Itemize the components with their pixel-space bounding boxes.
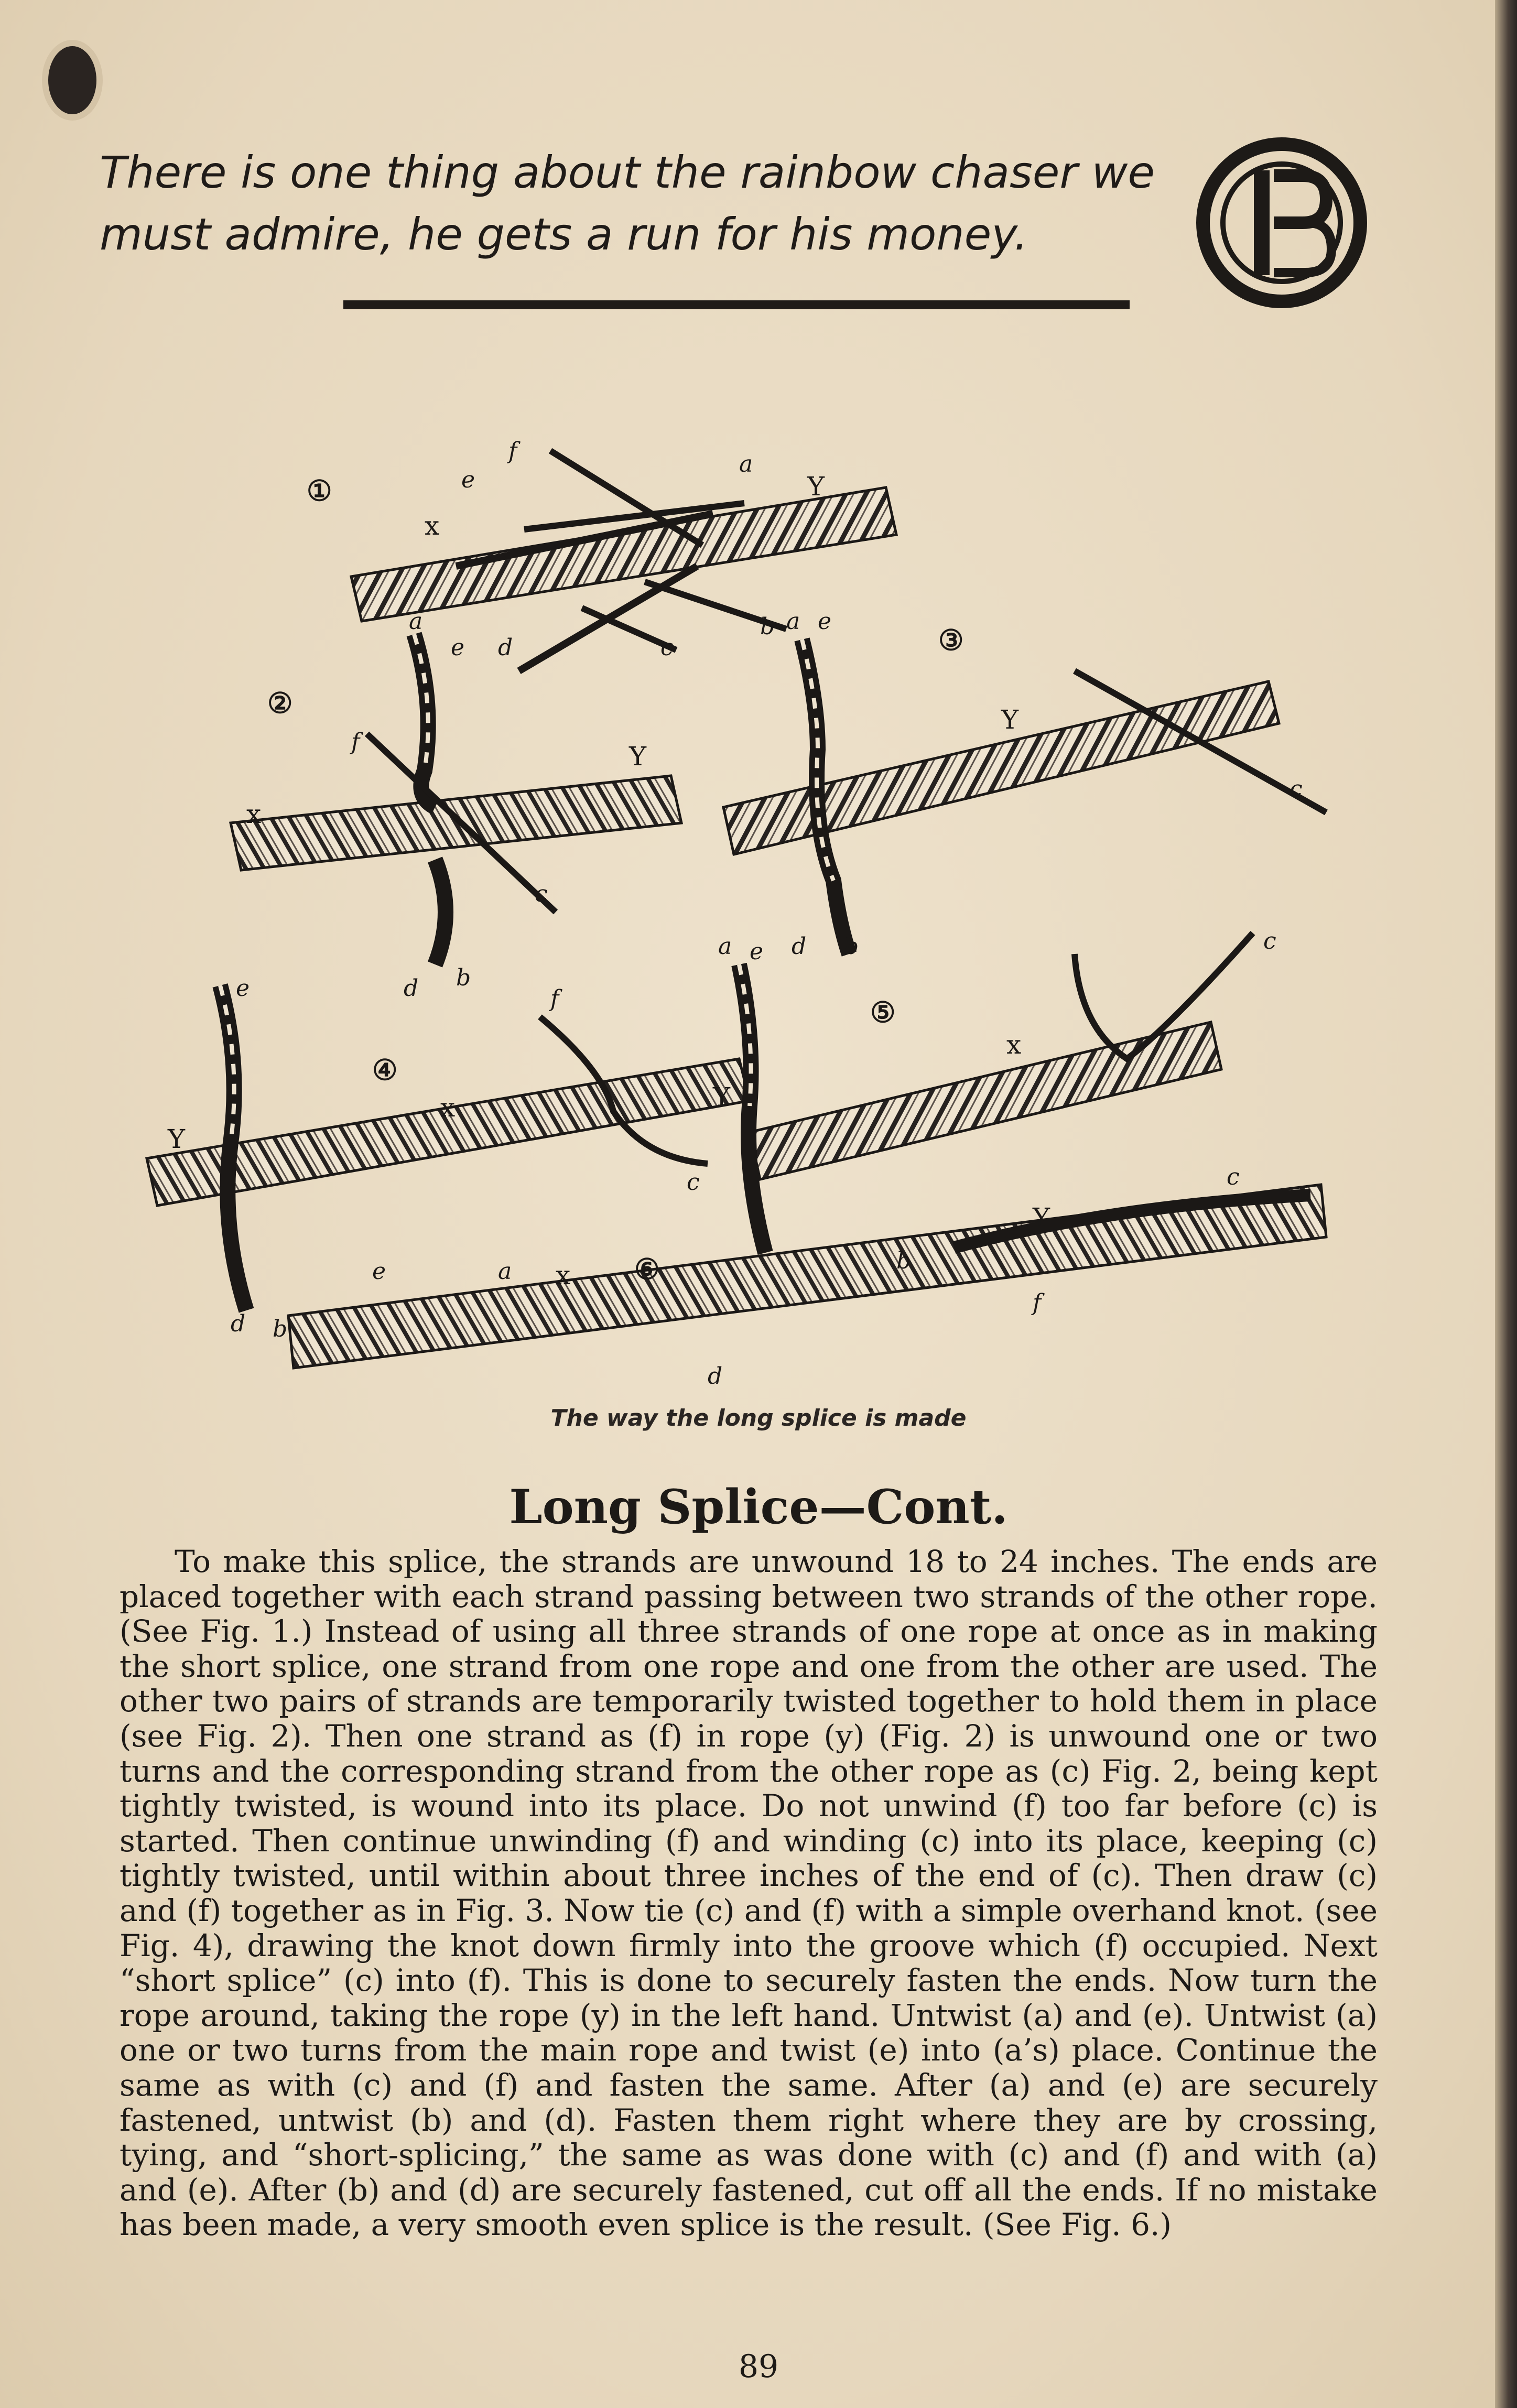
svg-text:Y: Y [1033,1202,1050,1233]
svg-text:x: x [1006,1029,1022,1060]
svg-text:a: a [409,608,423,635]
svg-text:Y: Y [807,471,825,502]
svg-text:Y: Y [629,741,647,772]
svg-text:e: e [461,467,475,493]
svg-text:d: d [404,975,419,1002]
svg-text:b: b [760,613,775,640]
svg-text:e: e [818,608,832,635]
svg-text:f: f [508,438,517,464]
svg-text:a: a [739,451,753,478]
punch-hole [48,46,96,114]
svg-text:⑤: ⑤ [870,995,896,1029]
svg-text:a: a [786,608,800,635]
publisher-monogram [1195,134,1368,312]
svg-text:x: x [246,799,262,829]
svg-text:b: b [896,1248,912,1274]
svg-text:b: b [844,933,859,960]
svg-text:c: c [660,634,674,661]
svg-text:x: x [556,1260,571,1290]
svg-text:x: x [425,511,440,541]
body-paragraph: To make this splice, the strands are unwound 18 to 24 inches. The ends are placed together with each strand passing between two strands of the other rope. (See Fig. 1.) Instead of using all three strands of one rope at once as in making the short splice, one strand from one rope and one from the other are used. The other two pairs of strands are temporarily twisted together to hold them in place (see Fig. 2). Then one strand as (f) in rope (y) (Fig. 2) is unwound one or two turns and the corresponding strand from the other rope as (c) Fig. 2, being kept tightly twisted, is wound into its place. Do not unwind (f) too far before (c) is started. Then continue unwinding (f) and winding (c) into its place, keeping (c) tightly twisted, until within about three inches of the end of (c). Then draw (c) and (f) together as in Fig. 3. Now tie (c) and (f) with a simple overhand knot. (see Fig. 4), drawing the knot down firmly into the groove which (f) occupied. Next “short splice” (c) into (f). This is done to securely fasten the ends. Now turn the rope around, taking the rope (y) in the left hand. Untwist (a) and (e). Untwist (a) one or two turns from the main rope and twist (e) into (a’s) place. Continue the same as with (c) and (f) and fasten the same. After (a) and (e) are securely fastened, untwist (b) and (d). Fasten them right where they are by crossing, tying, and “short-splicing,” the same as was done with (c) and (f) and with (a) and (e). After (b) and (d) are securely fastened, cut off all the ends. If no mistake has been made, a very smooth even splice is the result. (See Fig. 6.) [120,1544,1378,2243]
svg-text:f: f [550,985,559,1012]
svg-text:①: ① [307,474,332,507]
svg-text:e: e [236,975,250,1002]
quote: There is one thing about the rainbow chaser we must admire, he gets a run for his money. [100,147,1155,260]
svg-text:d: d [792,933,807,960]
svg-text:a: a [718,933,732,960]
svg-text:d: d [231,1310,246,1337]
svg-text:c: c [1227,1164,1240,1190]
svg-text:e: e [750,938,764,965]
svg-text:Y: Y [713,1082,731,1112]
section-heading: Long Splice—Cont. [509,1479,1008,1535]
svg-text:b: b [273,1316,288,1342]
figure-3 [723,608,1326,960]
svg-text:f: f [1033,1289,1042,1316]
svg-text:④: ④ [372,1053,398,1087]
binding-edge [1495,0,1517,2408]
svg-text:c: c [1263,928,1276,954]
svg-text:d: d [708,1363,723,1384]
svg-text:③: ③ [938,623,964,657]
quote-divider [343,300,1130,309]
svg-text:c: c [535,881,548,907]
svg-text:d: d [498,634,513,661]
splice-illustration [142,409,1373,1384]
svg-text:a: a [498,1258,512,1285]
svg-text:Y: Y [1001,704,1019,735]
svg-text:②: ② [267,686,293,720]
svg-text:c: c [687,1169,700,1196]
svg-text:Y: Y [168,1124,186,1154]
svg-text:e: e [372,1258,386,1285]
svg-text:⑥: ⑥ [634,1252,660,1286]
page-number: 89 [738,2348,779,2385]
svg-text:b: b [456,964,471,991]
figure-1 [307,438,896,671]
figure-6 [231,1164,1326,1384]
figure-caption: The way the long splice is made [550,1405,967,1431]
svg-text:c: c [1290,776,1303,802]
figure-2 [231,608,681,1002]
svg-text:x: x [440,1092,456,1123]
svg-text:f: f [351,729,360,755]
svg-text:e: e [451,634,465,661]
